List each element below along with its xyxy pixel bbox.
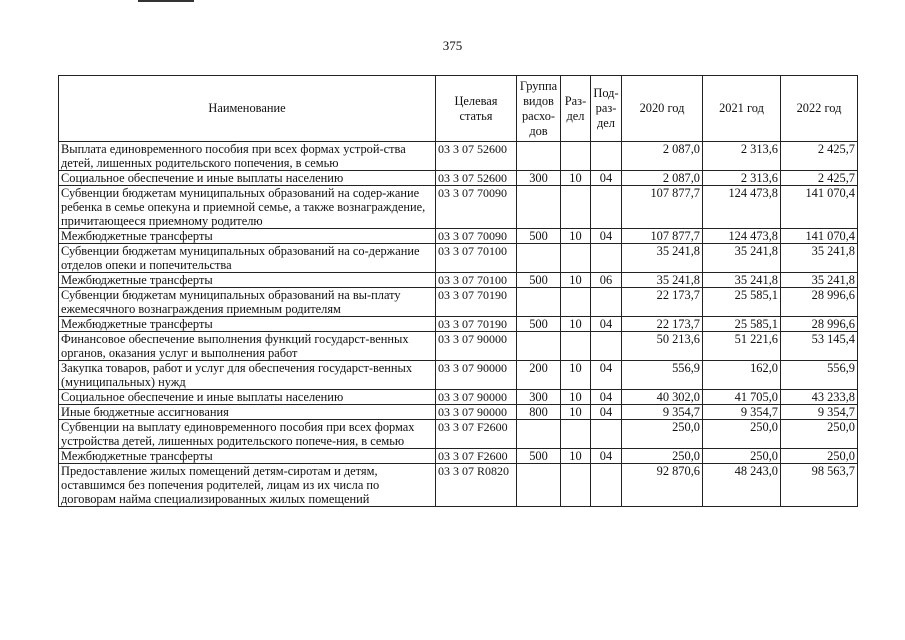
subsection-cell: 04 [591, 449, 622, 464]
table-row [59, 405, 858, 420]
target-cell: 03 3 07 F2600 [436, 449, 517, 464]
section-cell [561, 186, 591, 229]
table-row [59, 449, 858, 464]
value-2021-cell: 2 313,6 [703, 142, 781, 171]
name-cell: Закупка товаров, работ и услуг для обеспечения государст-венных (муниципальных) нужд [59, 361, 436, 390]
target-cell: 03 3 07 R0820 [436, 464, 517, 507]
group-cell [517, 186, 561, 229]
table-row [59, 229, 858, 244]
header-row [59, 76, 858, 142]
table-row [59, 244, 858, 273]
subsection-cell: 04 [591, 317, 622, 332]
value-2021-cell: 124 473,8 [703, 186, 781, 229]
subsection-cell: 04 [591, 405, 622, 420]
section-cell [561, 420, 591, 449]
value-2020-cell: 9 354,7 [622, 405, 703, 420]
group-cell [517, 142, 561, 171]
target-cell: 03 3 07 70090 [436, 186, 517, 229]
table-row [59, 420, 858, 449]
value-2021-cell: 51 221,6 [703, 332, 781, 361]
page-number: 375 [442, 38, 463, 53]
header-section: Раз-дел [561, 76, 591, 142]
header-subsection: Под-раз-дел [591, 76, 622, 142]
value-2022-cell: 141 070,4 [781, 186, 858, 229]
group-cell [517, 464, 561, 507]
value-2022-cell: 43 233,8 [781, 390, 858, 405]
target-cell: 03 3 07 90000 [436, 332, 517, 361]
value-2021-cell: 35 241,8 [703, 273, 781, 288]
group-cell: 500 [517, 449, 561, 464]
value-2020-cell: 250,0 [622, 449, 703, 464]
value-2021-cell: 48 243,0 [703, 464, 781, 507]
group-cell: 500 [517, 317, 561, 332]
value-2020-cell: 50 213,6 [622, 332, 703, 361]
table-row [59, 142, 858, 171]
name-cell: Межбюджетные трансферты [59, 273, 436, 288]
section-cell [561, 332, 591, 361]
value-2022-cell: 28 996,6 [781, 317, 858, 332]
value-2020-cell: 35 241,8 [622, 273, 703, 288]
name-cell: Субвенции бюджетам муниципальных образований на со-держание отделов опеки и попечительства [59, 244, 436, 273]
group-cell: 200 [517, 361, 561, 390]
value-2021-cell: 124 473,8 [703, 229, 781, 244]
value-2021-cell: 25 585,1 [703, 288, 781, 317]
name-cell: Выплата единовременного пособия при всех формах устрой-ства детей, лишенных родительского попечения, в семью [59, 142, 436, 171]
header-target: Целевая статья [436, 76, 517, 142]
value-2020-cell: 250,0 [622, 420, 703, 449]
value-2020-cell: 22 173,7 [622, 317, 703, 332]
section-cell: 10 [561, 273, 591, 288]
table-row [59, 288, 858, 317]
value-2022-cell: 2 425,7 [781, 171, 858, 186]
name-cell: Субвенции бюджетам муниципальных образований на вы-плату ежемесячного вознаграждения приемным родителям [59, 288, 436, 317]
value-2020-cell: 556,9 [622, 361, 703, 390]
name-cell: Социальное обеспечение и иные выплаты населению [59, 171, 436, 186]
subsection-cell [591, 186, 622, 229]
target-cell: 03 3 07 F2600 [436, 420, 517, 449]
value-2020-cell: 40 302,0 [622, 390, 703, 405]
group-cell [517, 332, 561, 361]
name-cell: Субвенции на выплату единовременного пособия при всех формах устройства детей, лишенных родительского попече-ния, в семью [59, 420, 436, 449]
group-cell: 500 [517, 229, 561, 244]
target-cell: 03 3 07 90000 [436, 390, 517, 405]
value-2022-cell: 35 241,8 [781, 273, 858, 288]
value-2020-cell: 92 870,6 [622, 464, 703, 507]
group-cell [517, 288, 561, 317]
value-2022-cell: 98 563,7 [781, 464, 858, 507]
target-cell: 03 3 07 90000 [436, 361, 517, 390]
value-2020-cell: 107 877,7 [622, 186, 703, 229]
value-2020-cell: 35 241,8 [622, 244, 703, 273]
name-cell: Субвенции бюджетам муниципальных образований на содер-жание ребенка в семье опекуна и приемной семье, а также вознаграждение, причитающееся приемному родителю [59, 186, 436, 229]
value-2022-cell: 53 145,4 [781, 332, 858, 361]
value-2021-cell: 250,0 [703, 420, 781, 449]
section-cell: 10 [561, 405, 591, 420]
budget-table [58, 75, 858, 507]
value-2022-cell: 250,0 [781, 420, 858, 449]
table-body [59, 142, 858, 507]
subsection-cell: 04 [591, 171, 622, 186]
table-row [59, 390, 858, 405]
group-cell: 500 [517, 273, 561, 288]
value-2022-cell: 9 354,7 [781, 405, 858, 420]
target-cell: 03 3 07 70090 [436, 229, 517, 244]
subsection-cell [591, 464, 622, 507]
table-row [59, 273, 858, 288]
header-2020: 2020 год [622, 76, 703, 142]
section-cell [561, 142, 591, 171]
group-cell: 300 [517, 171, 561, 186]
header-name: Наименование [59, 76, 436, 142]
group-cell [517, 420, 561, 449]
table-row [59, 464, 858, 507]
subsection-cell: 04 [591, 229, 622, 244]
value-2020-cell: 22 173,7 [622, 288, 703, 317]
table-row [59, 171, 858, 186]
value-2022-cell: 28 996,6 [781, 288, 858, 317]
target-cell: 03 3 07 52600 [436, 171, 517, 186]
target-cell: 03 3 07 70190 [436, 317, 517, 332]
name-cell: Предоставление жилых помещений детям-сиротам и детям, оставшимся без попечения родителей, лицам из их числа по договорам найма специализированных жилых помещений [59, 464, 436, 507]
value-2021-cell: 2 313,6 [703, 171, 781, 186]
name-cell: Финансовое обеспечение выполнения функций государст-венных органов, оказания услуг и выполнения работ [59, 332, 436, 361]
table-row [59, 186, 858, 229]
group-cell: 300 [517, 390, 561, 405]
value-2021-cell: 250,0 [703, 449, 781, 464]
section-cell: 10 [561, 361, 591, 390]
header-group: Группа видов расхо-дов [517, 76, 561, 142]
name-cell: Иные бюджетные ассигнования [59, 405, 436, 420]
target-cell: 03 3 07 70100 [436, 273, 517, 288]
value-2021-cell: 35 241,8 [703, 244, 781, 273]
table-row [59, 332, 858, 361]
subsection-cell [591, 244, 622, 273]
subsection-cell: 06 [591, 273, 622, 288]
value-2022-cell: 556,9 [781, 361, 858, 390]
value-2021-cell: 41 705,0 [703, 390, 781, 405]
section-cell: 10 [561, 390, 591, 405]
section-cell [561, 464, 591, 507]
subsection-cell: 04 [591, 390, 622, 405]
value-2022-cell: 35 241,8 [781, 244, 858, 273]
subsection-cell [591, 332, 622, 361]
section-cell: 10 [561, 229, 591, 244]
subsection-cell [591, 288, 622, 317]
value-2022-cell: 2 425,7 [781, 142, 858, 171]
target-cell: 03 3 07 70190 [436, 288, 517, 317]
value-2021-cell: 9 354,7 [703, 405, 781, 420]
name-cell: Социальное обеспечение и иные выплаты населению [59, 390, 436, 405]
value-2020-cell: 2 087,0 [622, 171, 703, 186]
name-cell: Межбюджетные трансферты [59, 229, 436, 244]
value-2020-cell: 2 087,0 [622, 142, 703, 171]
target-cell: 03 3 07 70100 [436, 244, 517, 273]
section-cell [561, 288, 591, 317]
section-cell: 10 [561, 171, 591, 186]
table-row [59, 361, 858, 390]
name-cell: Межбюджетные трансферты [59, 317, 436, 332]
header-2021: 2021 год [703, 76, 781, 142]
group-cell [517, 244, 561, 273]
section-cell: 10 [561, 317, 591, 332]
name-cell: Межбюджетные трансферты [59, 449, 436, 464]
target-cell: 03 3 07 90000 [436, 405, 517, 420]
header-2022: 2022 год [781, 76, 858, 142]
subsection-cell [591, 142, 622, 171]
value-2022-cell: 141 070,4 [781, 229, 858, 244]
value-2021-cell: 25 585,1 [703, 317, 781, 332]
section-cell [561, 244, 591, 273]
value-2021-cell: 162,0 [703, 361, 781, 390]
subsection-cell: 04 [591, 361, 622, 390]
group-cell: 800 [517, 405, 561, 420]
subsection-cell [591, 420, 622, 449]
section-cell: 10 [561, 449, 591, 464]
target-cell: 03 3 07 52600 [436, 142, 517, 171]
table-row [59, 317, 858, 332]
top-edge-mark [138, 0, 194, 2]
value-2022-cell: 250,0 [781, 449, 858, 464]
value-2020-cell: 107 877,7 [622, 229, 703, 244]
